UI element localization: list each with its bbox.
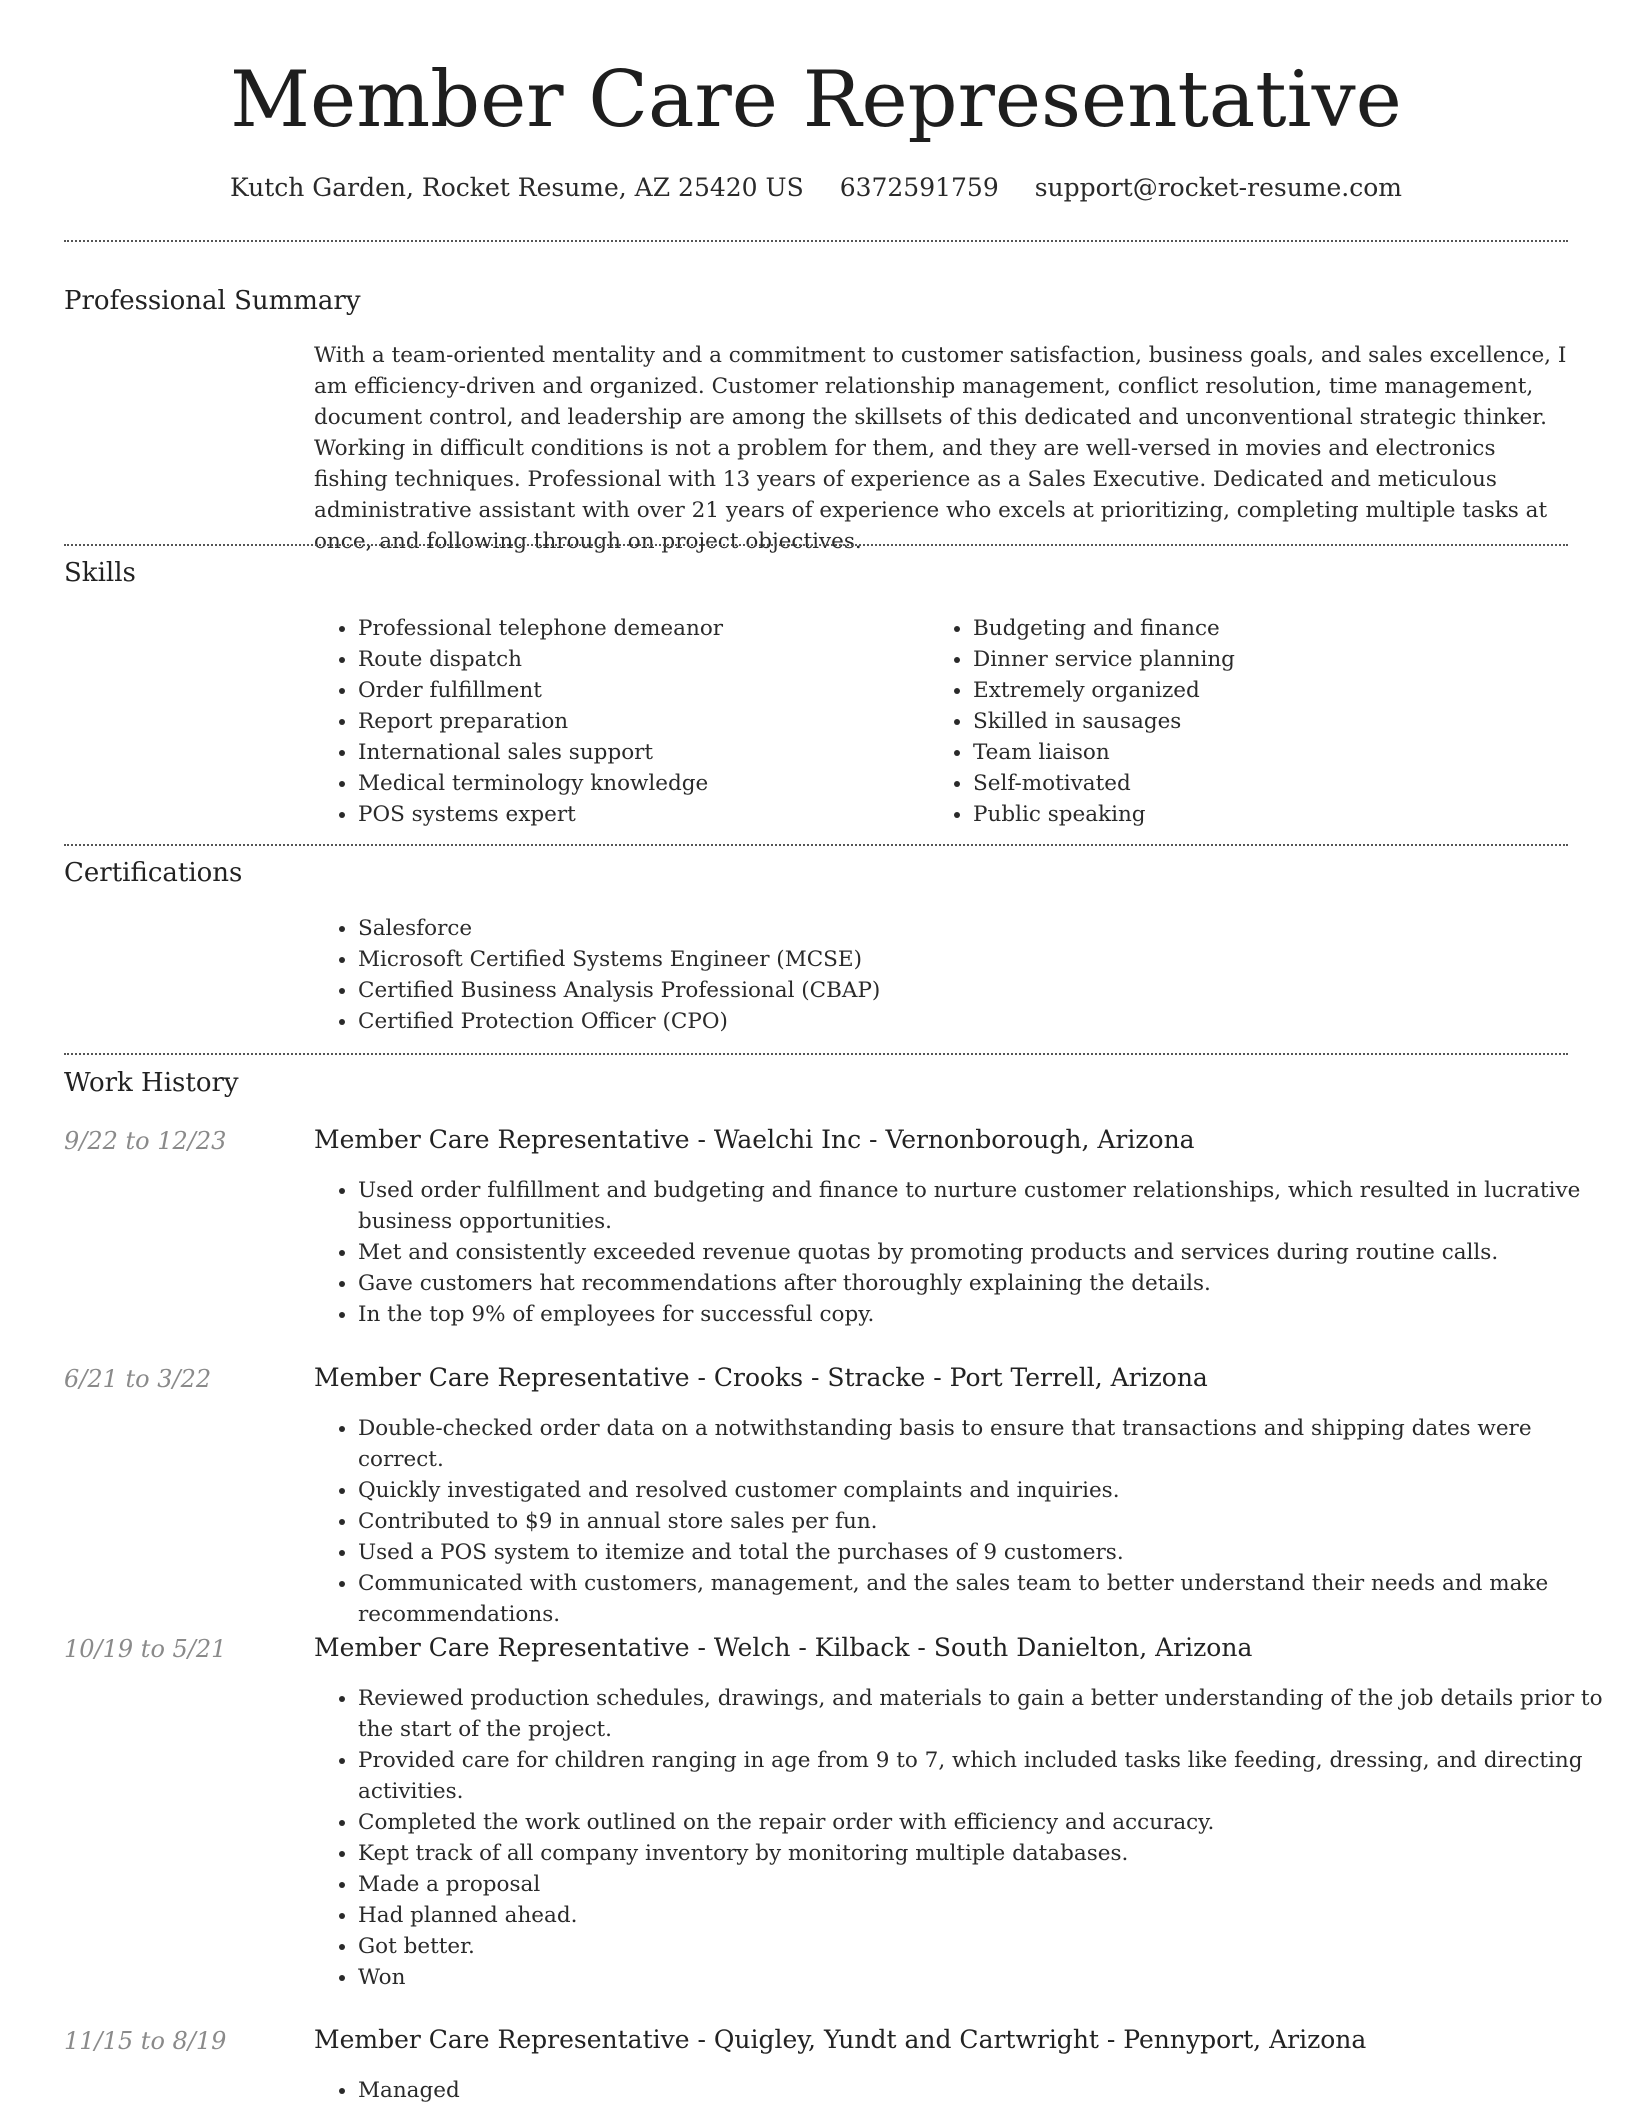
job-bullets (314, 1683, 1612, 1993)
list-item: • Double-checked order data on a notwithstanding basis to ensure that transactions and shipping dates were correct. (358, 1413, 1612, 1475)
contact-email: support@rocket-resume.com (1034, 173, 1403, 202)
list-item: • Route dispatch (358, 644, 918, 675)
list-item: • Order fulfillment (358, 675, 918, 706)
list-item: • Used order fulfillment and budgeting and finance to nurture customer relationships, which resulted in lucrative business opportunities. (358, 1175, 1612, 1237)
list-item: • Provided care for children ranging in age from 9 to 7, which included tasks like feeding, dressing, and directing activities. (358, 1745, 1612, 1807)
list-item: • Gave customers hat recommendations after thoroughly explaining the details. (358, 1268, 1612, 1299)
list-item: • Used a POS system to itemize and total the purchases of 9 customers. (358, 1537, 1612, 1568)
list-item: • Contributed to $9 in annual store sales per fun. (358, 1506, 1612, 1537)
list-item: • Got better. (358, 1931, 1612, 1962)
list-item: • Public speaking (973, 799, 1533, 830)
divider (64, 844, 1568, 846)
list-item: • Made a proposal (358, 1869, 1612, 1900)
list-item: • Dinner service planning (973, 644, 1533, 675)
divider (64, 1053, 1568, 1055)
divider (64, 544, 1568, 546)
contact-phone: 6372591759 (839, 173, 999, 202)
job-heading: Member Care Representative - Crooks - Stracke - Port Terrell, Arizona (314, 1363, 1208, 1392)
job-bullets (314, 2075, 1612, 2106)
list-item: • Managed (358, 2075, 1612, 2106)
job-heading: Member Care Representative - Quigley, Yundt and Cartwright - Pennyport, Arizona (314, 2025, 1367, 2054)
section-title-skills: Skills (64, 558, 136, 588)
section-title-work-history: Work History (64, 1068, 239, 1098)
list-item: • Quickly investigated and resolved customer complaints and inquiries. (358, 1475, 1612, 1506)
list-item: • Team liaison (973, 737, 1533, 768)
list-item: • Completed the work outlined on the repair order with efficiency and accuracy. (358, 1807, 1612, 1838)
candidate-name: Member Care Representative (230, 55, 1402, 145)
list-item: • Budgeting and finance (973, 613, 1533, 644)
section-title-certifications: Certifications (64, 858, 243, 888)
list-item: • Met and consistently exceeded revenue quotas by promoting products and services during routine calls. (358, 1237, 1612, 1268)
contact-address: Kutch Garden, Rocket Resume, AZ 25420 US (229, 173, 804, 202)
summary-text: With a team-oriented mentality and a commitment to customer satisfaction, business goals, and sales excellence, I am efficiency-driven and organized. Customer relationship management, conflict resolution, time management, document control, and leadership are among the skillsets of this dedicated and unconventional strategic thinker. Working in difficult conditions is not a problem for them, and they are well-versed in movies and electronics fishing techniques. Professional with 13 years of experience as a Sales Executive. Dedicated and meticulous administrative assistant with over 21 years of experience who excels at prioritizing, completing multiple tasks at once, and following through on project objectives. (314, 343, 1567, 554)
certifications-list (314, 913, 1258, 1037)
job-bullets (314, 1413, 1612, 1630)
list-item: • Won (358, 1962, 1612, 1993)
job-dates: 11/15 to 8/19 (64, 2027, 227, 2055)
list-item: • In the top 9% of employees for successful copy. (358, 1299, 1612, 1330)
job-dates: 6/21 to 3/22 (64, 1365, 212, 1393)
list-item: • Had planned ahead. (358, 1900, 1612, 1931)
list-item: • POS systems expert (358, 799, 918, 830)
list-item: • International sales support (358, 737, 918, 768)
job-heading: Member Care Representative - Waelchi Inc - Vernonborough, Arizona (314, 1125, 1195, 1154)
skills-list-right (929, 613, 1533, 830)
list-item: • Communicated with customers, management, and the sales team to better understand their needs and make recommendations. (358, 1568, 1612, 1630)
list-item: • Report preparation (358, 706, 918, 737)
list-item: • Skilled in sausages (973, 706, 1533, 737)
list-item: • Kept track of all company inventory by monitoring multiple databases. (358, 1838, 1612, 1869)
list-item: • Salesforce (358, 913, 1258, 944)
skills-list-left (314, 613, 918, 830)
list-item: • Self-motivated (973, 768, 1533, 799)
list-item: • Certified Business Analysis Professional (CBAP) (358, 975, 1258, 1006)
list-item: • Reviewed production schedules, drawings, and materials to gain a better understanding of the job details prior to the start of the project. (358, 1683, 1612, 1745)
job-dates: 9/22 to 12/23 (64, 1127, 227, 1155)
list-item: • Extremely organized (973, 675, 1533, 706)
list-item: • Microsoft Certified Systems Engineer (MCSE) (358, 944, 1258, 975)
list-item: • Medical terminology knowledge (358, 768, 918, 799)
contact-line (0, 170, 1632, 206)
list-item: • Certified Protection Officer (CPO) (358, 1006, 1258, 1037)
job-heading: Member Care Representative - Welch - Kilback - South Danielton, Arizona (314, 1633, 1253, 1662)
list-item: • Professional telephone demeanor (358, 613, 918, 644)
job-dates: 10/19 to 5/21 (64, 1635, 227, 1663)
section-title-summary: Professional Summary (64, 286, 361, 316)
job-bullets (314, 1175, 1612, 1330)
divider (64, 240, 1568, 242)
